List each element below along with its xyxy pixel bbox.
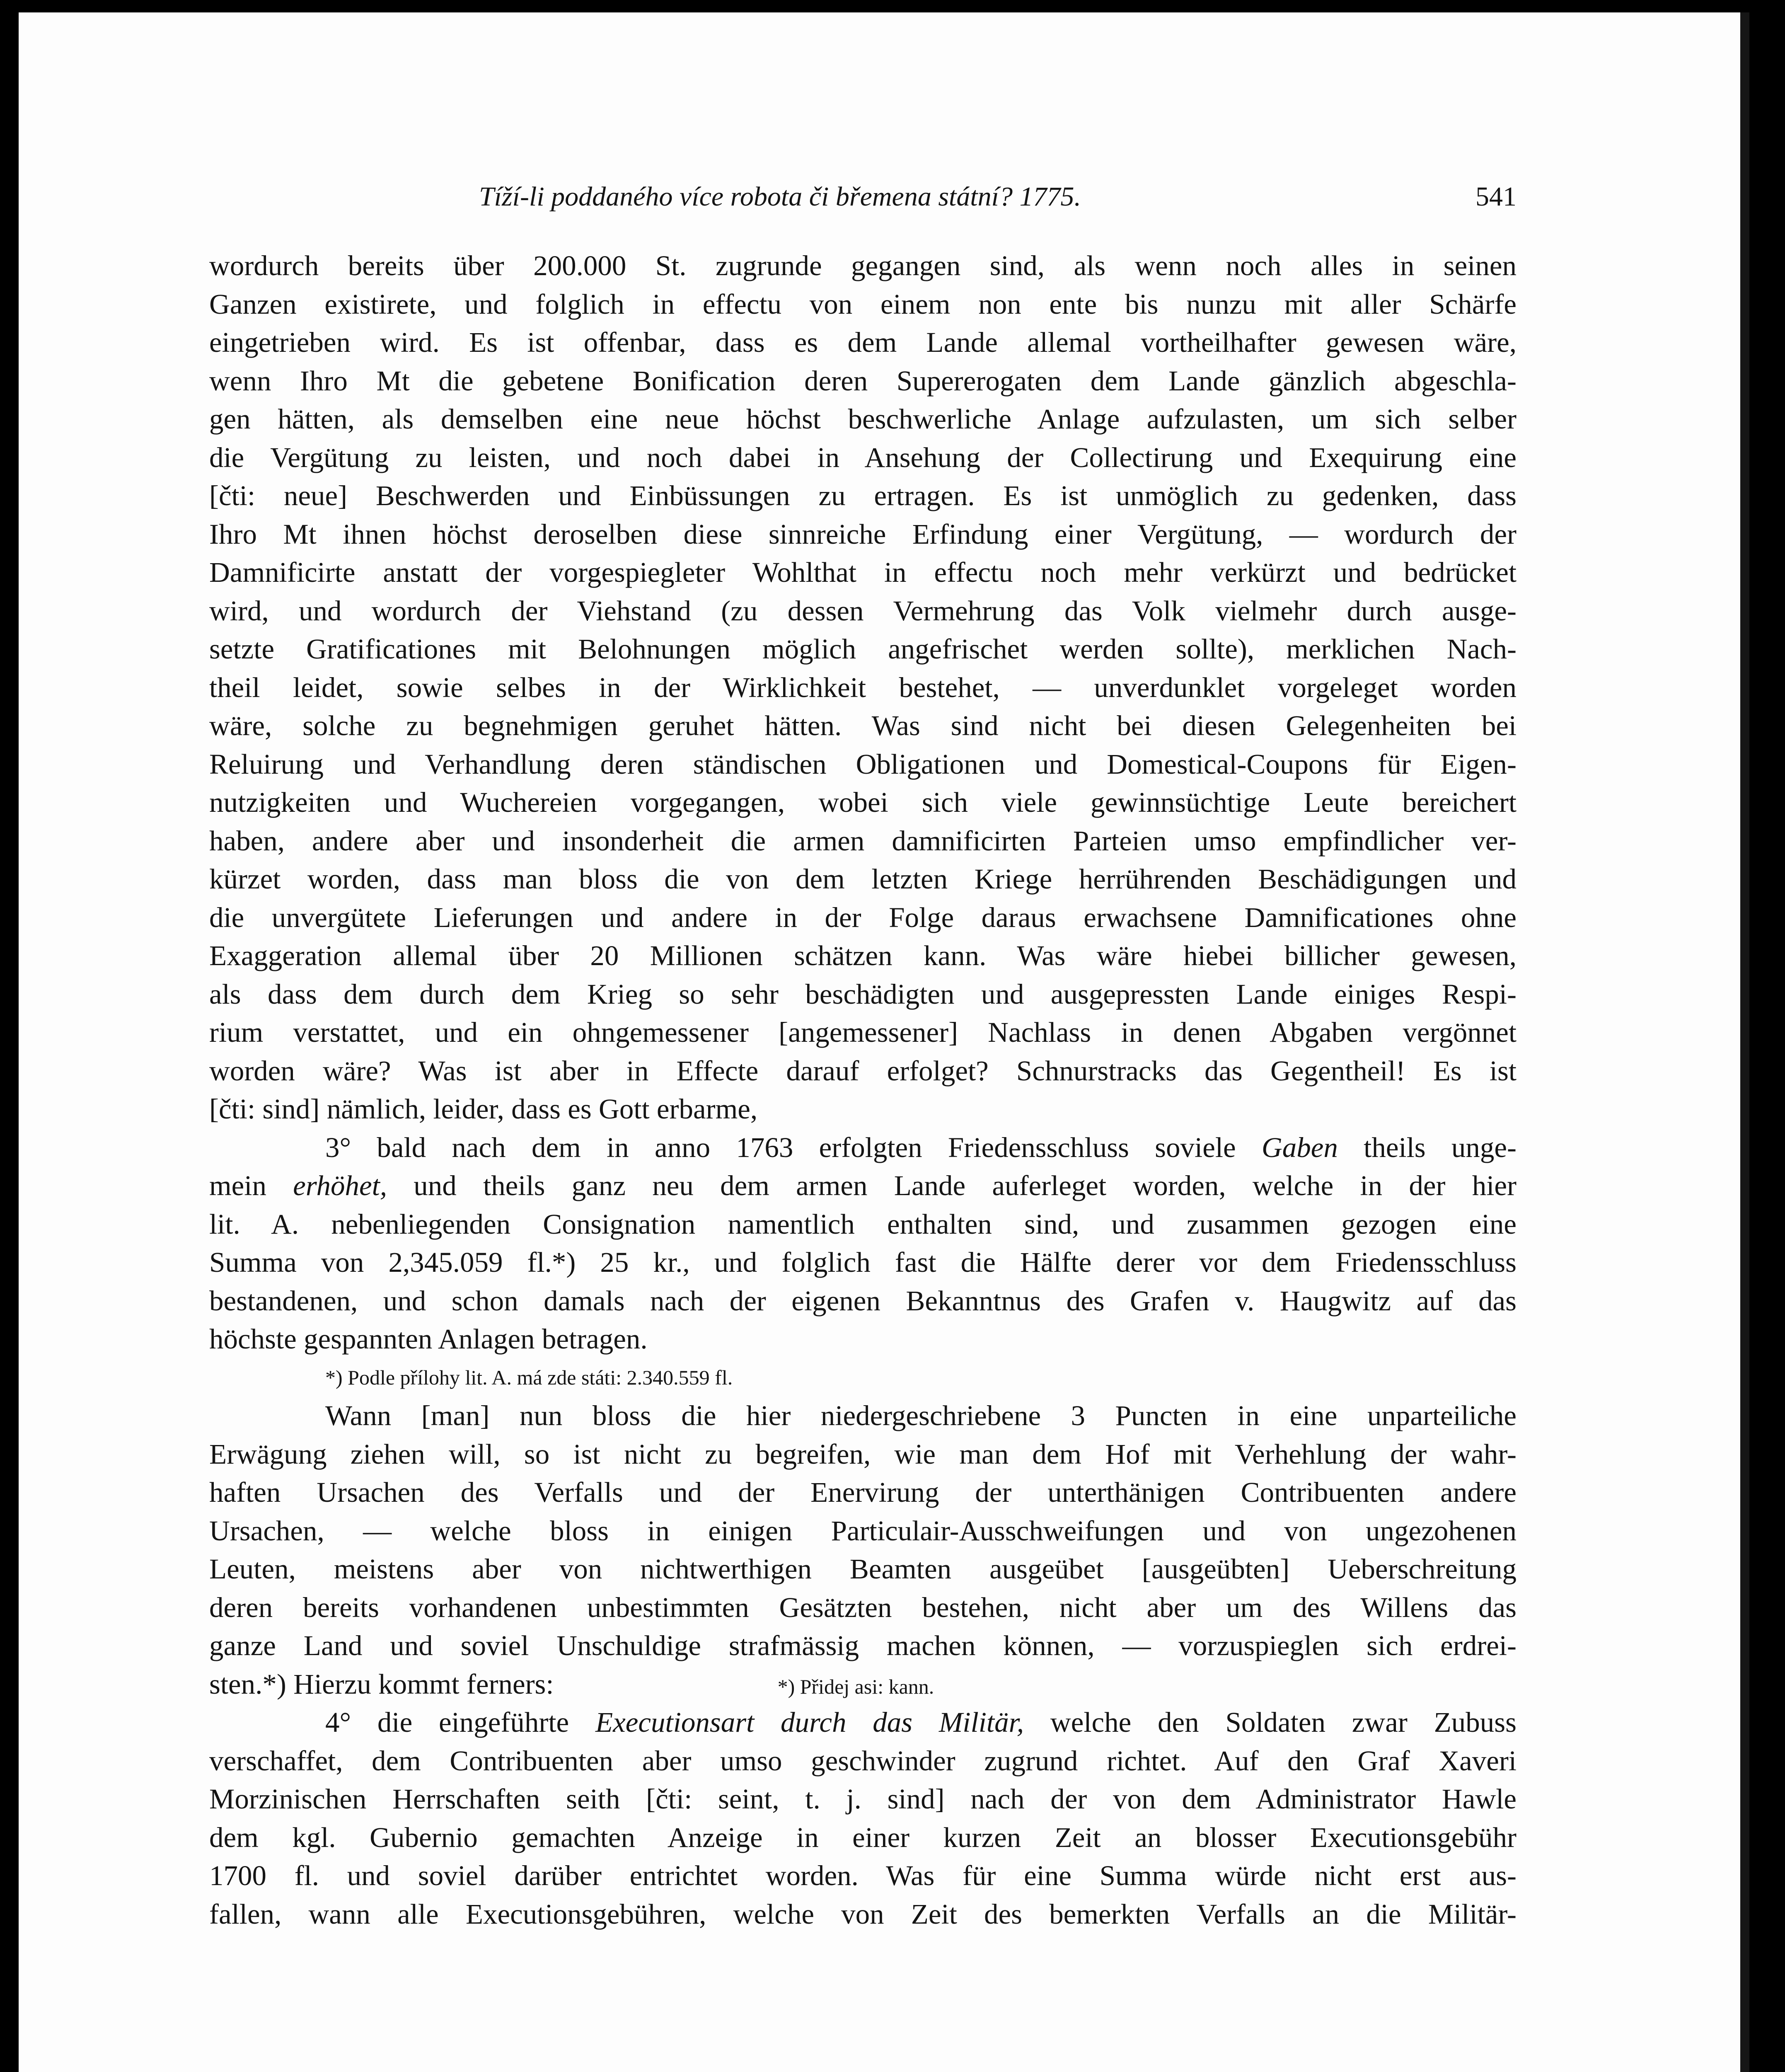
text-line: eingetrieben wird. Es ist offenbar, dass es dem Lande allemal vortheilhafter gewesen wäre, <box>209 327 1517 358</box>
italic-term: Gaben <box>1261 1131 1338 1163</box>
text-line <box>209 1665 1517 1704</box>
footnote: *) Podle přílohy lit. A. má zde státi: 2.340.559 fl. <box>325 1365 733 1389</box>
text-line: Reluirung und Verhandlung deren ständischen Obligationen und Domestical-Coupons für Eigen- <box>209 748 1517 780</box>
text-line: bestandenen, und schon damals nach der eigenen Bekanntnus des Grafen v. Haugwitz auf das <box>209 1285 1517 1317</box>
text-line: rium verstattet, und ein ohngemessener [angemessener] Nachlass in denen Abgaben vergönnet <box>209 1017 1517 1048</box>
text-line: 1700 fl. und soviel darüber entrichtet worden. Was für eine Summa würde nicht erst aus- <box>209 1860 1517 1891</box>
text-line: als dass dem durch dem Krieg so sehr beschädigten und ausgepressten Lande einiges Respi- <box>209 978 1517 1010</box>
text-line: worden wäre? Was ist aber in Effecte darauf erfolget? Schnurstracks das Gegentheil! Es ist <box>209 1055 1517 1087</box>
text-line: Ursachen, — welche bloss in einigen Particulair-Ausschweifungen und von ungezohenen <box>209 1515 1517 1547</box>
text-run: und theils ganz neu dem armen Lande auferleget worden, welche in der hier <box>387 1170 1517 1201</box>
paragraph-3 <box>209 1397 1517 1703</box>
inline-footnote: *) Přidej asi: kann. <box>777 1675 934 1698</box>
text-line <box>209 1167 1517 1205</box>
text-line: gen hätten, als demselben eine neue höchst beschwerliche Anlage aufzulasten, um sich selber <box>209 403 1517 435</box>
text-line: verschaffet, dem Contribuenten aber umso geschwinder zugrund richtet. Auf den Graf Xaveri <box>209 1745 1517 1777</box>
text-line: höchste gespannten Anlagen betragen. <box>209 1323 648 1355</box>
text-run: 4° die eingeführte <box>325 1706 595 1738</box>
text-line: dem kgl. Gubernio gemachten Anzeige in einer kurzen Zeit an blosser Executionsgebühr <box>209 1821 1517 1853</box>
text-line: die unvergütete Lieferungen und andere in der Folge daraus erwachsene Damnificationes ohne <box>209 901 1517 933</box>
text-line: Wann [man] nun bloss die hier niedergeschriebene 3 Puncten in eine unparteiliche <box>325 1400 1517 1431</box>
text-line: [čti: neue] Beschwerden und Einbüssungen zu ertragen. Es ist unmöglich zu gedenken, dass <box>209 480 1517 511</box>
text-line: lit. A. nebenliegenden Consignation namentlich enthalten sind, und zusammen gezogen eine <box>209 1208 1517 1240</box>
text-run: theils unge- <box>1338 1131 1517 1163</box>
text-line: die Vergütung zu leisten, und noch dabei in Ansehung der Collectirung und Exequirung eine <box>209 441 1517 473</box>
text-line <box>209 1703 1517 1742</box>
text-line: wenn Ihro Mt die gebetene Bonification deren Supererogaten dem Lande gänzlich abgeschla- <box>209 365 1517 397</box>
paragraph-4 <box>209 1703 1517 1933</box>
text-run: welche den Soldaten zwar Zubuss <box>1024 1706 1517 1738</box>
running-title: Tíží-li poddaného více robota či břemena státní? 1775. <box>479 182 1081 212</box>
text-run: 3° bald nach dem in anno 1763 erfolgten Friedensschluss soviele <box>325 1131 1262 1163</box>
page-number: 541 <box>1475 182 1517 212</box>
text-line: haften Ursachen des Verfalls und der Enervirung der unterthänigen Contribuenten andere <box>209 1477 1517 1508</box>
text-line: deren bereits vorhandenen unbestimmten Gesätzten bestehen, nicht aber um des Willens das <box>209 1591 1517 1623</box>
text-line: ganze Land und soviel Unschuldige strafmässig machen können, — vorzuspieglen sich erdrei- <box>209 1630 1517 1661</box>
page-edge <box>1740 12 1749 2072</box>
paragraph-2 <box>209 1128 1517 1358</box>
text-line: theil leidet, sowie selbes in der Wirklichkeit bestehet, — unverdunklet vorgeleget worden <box>209 671 1517 703</box>
text-line <box>209 1128 1517 1167</box>
text-line: wäre, solche zu begnehmigen geruhet hätten. Was sind nicht bei diesen Gelegenheiten bei <box>209 710 1517 741</box>
text-line: wordurch bereits über 200.000 St. zugrunde gegangen sind, als wenn noch alles in seinen <box>209 250 1517 281</box>
text-line: Damnificirte anstatt der vorgespiegleter Wohlthat in effectu noch mehr verkürzt und bedrücket <box>209 557 1517 588</box>
text-line: Exaggeration allemal über 20 Millionen schätzen kann. Was wäre hiebei billicher gewesen, <box>209 940 1517 971</box>
text-line: Morzinischen Herrschaften seith [čti: seint, t. j. sind] nach der von dem Administrator Hawle <box>209 1783 1517 1815</box>
page-header <box>209 174 1517 220</box>
text-line: fallen, wann alle Executionsgebühren, welche von Zeit des bemerkten Verfalls an die Militär- <box>209 1898 1517 1930</box>
text-line: setzte Gratificationes mit Belohnungen möglich angefrischet werden sollte), merklichen Nach- <box>209 633 1517 665</box>
text-line: nutzigkeiten und Wuchereien vorgegangen, wobei sich viele gewinnsüchtige Leute bereichert <box>209 787 1517 818</box>
page-body <box>209 247 1517 1933</box>
text-run: sten.*) Hierzu kommt ferners: <box>209 1668 554 1700</box>
text-line: Erwägung ziehen will, so ist nicht zu begreifen, wie man dem Hof mit Verhehlung der wahr- <box>209 1438 1517 1470</box>
text-line: [čti: sind] nämlich, leider, dass es Gott erbarme, <box>209 1093 758 1125</box>
text-line: kürzet worden, dass man bloss die von dem letzten Kriege herrührenden Beschädigungen und <box>209 863 1517 895</box>
text-line: wird, und wordurch der Viehstand (zu dessen Vermehrung das Volk vielmehr durch ausge- <box>209 595 1517 627</box>
text-line: haben, andere aber und insonderheit die armen damnificirten Parteien umso empfindlicher ver- <box>209 825 1517 857</box>
italic-term: erhöhet, <box>293 1170 387 1201</box>
text-run: mein <box>209 1170 293 1201</box>
text-line: Summa von 2,345.059 fl.*) 25 kr., und folglich fast die Hälfte derer vor dem Friedensschluss <box>209 1247 1517 1278</box>
paragraph-1 <box>209 247 1517 1128</box>
text-line: Ihro Mt ihnen höchst deroselben diese sinnreiche Erfindung einer Vergütung, — wordurch der <box>209 518 1517 550</box>
text-line: Leuten, meistens aber von nichtwerthigen Beamten ausgeübet [ausgeübten] Ueberschreitung <box>209 1553 1517 1585</box>
text-line: Ganzen existirete, und folglich in effectu von einem non ente bis nunzu mit aller Schärfe <box>209 288 1517 320</box>
italic-term: Executionsart durch das Militär, <box>595 1706 1024 1738</box>
